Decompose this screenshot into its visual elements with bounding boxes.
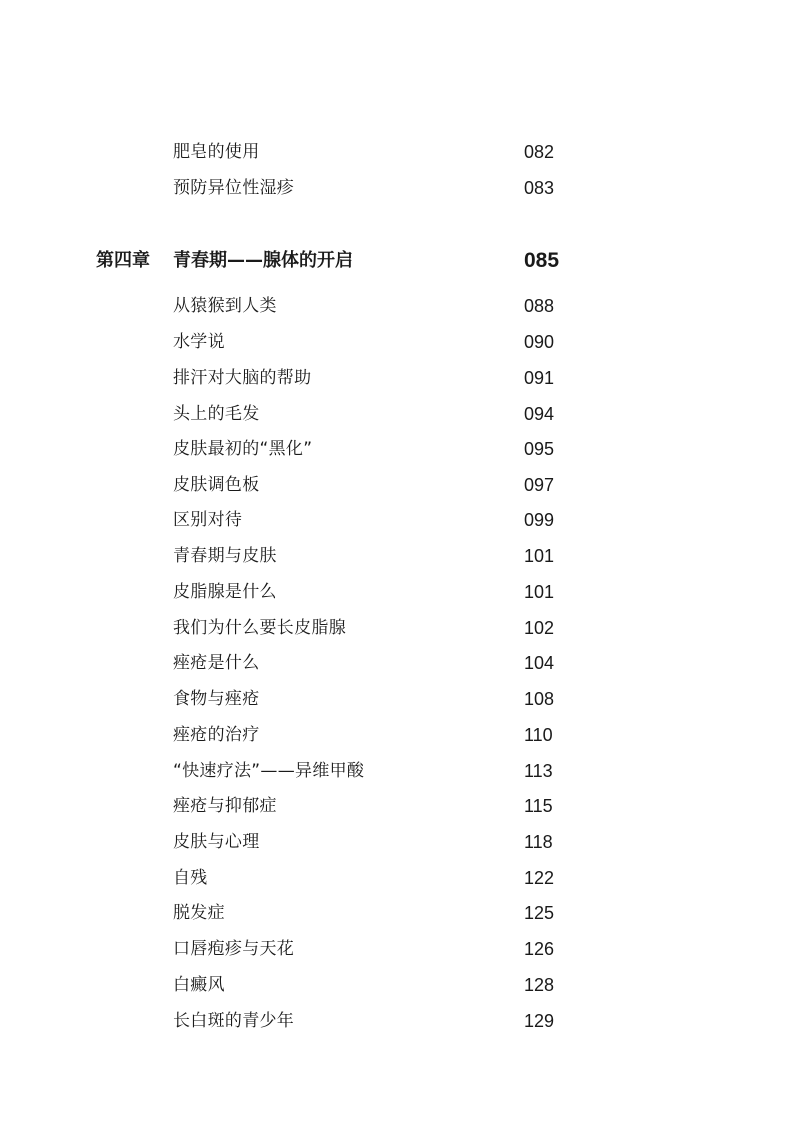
toc-entry-title: 痤疮是什么 (173, 653, 260, 673)
toc-entry-title: 青春期与皮肤 (173, 546, 277, 566)
toc-entry (0, 363, 800, 393)
toc-entry (0, 291, 800, 321)
toc-entry-page: 090 (524, 332, 555, 352)
toc-entry-page: 113 (524, 761, 553, 781)
toc-entry-page: 088 (524, 296, 555, 316)
toc-entry-title: 白癜风 (173, 975, 225, 995)
toc-entry-title: 皮肤与心理 (173, 832, 260, 852)
toc-entry-page: 095 (524, 439, 555, 459)
toc-entry-page: 126 (524, 939, 555, 959)
toc-entry-page: 104 (524, 653, 555, 673)
toc-entry-page: 108 (524, 689, 555, 709)
toc-entry (0, 505, 800, 535)
toc-entry (0, 434, 800, 464)
toc-entry-title: 长白斑的青少年 (173, 1011, 295, 1031)
toc-entry-title: 自残 (173, 868, 208, 888)
toc-entry-page: 082 (524, 142, 555, 162)
toc-entry (0, 470, 800, 500)
toc-entry-page: 128 (524, 975, 555, 995)
toc-entry (0, 720, 800, 750)
toc-entry (0, 791, 800, 821)
toc-entry-title: 口唇疱疹与天花 (173, 939, 295, 959)
toc-entry-page: 110 (524, 725, 553, 745)
toc-entry-page: 083 (524, 178, 555, 198)
toc-entry (0, 1006, 800, 1036)
toc-entry-title: 肥皂的使用 (173, 142, 260, 162)
toc-entry-page: 094 (524, 404, 555, 424)
toc-entry-page: 101 (524, 546, 555, 566)
toc-entry (0, 648, 800, 678)
toc-entry (0, 577, 800, 607)
toc-entry-title: 皮肤调色板 (173, 475, 260, 495)
toc-entry-page: 129 (524, 1011, 555, 1031)
toc-entry-title: 皮脂腺是什么 (173, 582, 277, 602)
toc-entry (0, 756, 800, 786)
toc-entry (0, 863, 800, 893)
toc-entry-page: 118 (524, 832, 553, 852)
toc-entry-page: 115 (524, 796, 553, 816)
toc-entry (0, 827, 800, 857)
toc-entry (0, 684, 800, 714)
toc-entry-page: 125 (524, 903, 555, 923)
toc-entry-page: 101 (524, 582, 555, 602)
toc-entry-title: 脱发症 (173, 903, 225, 923)
toc-entry-title: 我们为什么要长皮脂腺 (173, 618, 346, 638)
toc-entry (0, 934, 800, 964)
toc-entry-title: 水学说 (173, 332, 225, 352)
toc-entry-title: 痤疮与抑郁症 (173, 796, 277, 816)
toc-entry-title: 预防异位性湿疹 (173, 178, 295, 198)
toc-entry (0, 898, 800, 928)
toc-entry-title: 区别对待 (173, 510, 243, 530)
toc-entry-page: 091 (524, 368, 555, 388)
toc-entry (0, 613, 800, 643)
chapter-heading (0, 244, 800, 278)
toc-entry (0, 399, 800, 429)
chapter-label: 第四章 (96, 250, 150, 271)
toc-entry-title: “快速疗法”——异维甲酸 (173, 761, 365, 781)
toc-entry-title: 头上的毛发 (173, 404, 260, 424)
toc-entry (0, 541, 800, 571)
toc-entry-title: 食物与痤疮 (173, 689, 260, 709)
toc-entry (0, 327, 800, 357)
toc-entry-page: 097 (524, 475, 555, 495)
chapter-page: 085 (524, 249, 560, 272)
toc-entry-page: 099 (524, 510, 555, 530)
toc-entry-page: 102 (524, 618, 555, 638)
toc-entry-page: 122 (524, 868, 555, 888)
toc-entry-title: 皮肤最初的“黑化” (173, 439, 313, 459)
toc-entry-title: 排汗对大脑的帮助 (173, 368, 312, 388)
toc-entry-title: 痤疮的治疗 (173, 725, 260, 745)
toc-entry (0, 970, 800, 1000)
toc-entry (0, 173, 800, 203)
toc-entry (0, 137, 800, 167)
chapter-title: 青春期——腺体的开启 (173, 250, 353, 271)
toc-entry-title: 从猿猴到人类 (173, 296, 277, 316)
